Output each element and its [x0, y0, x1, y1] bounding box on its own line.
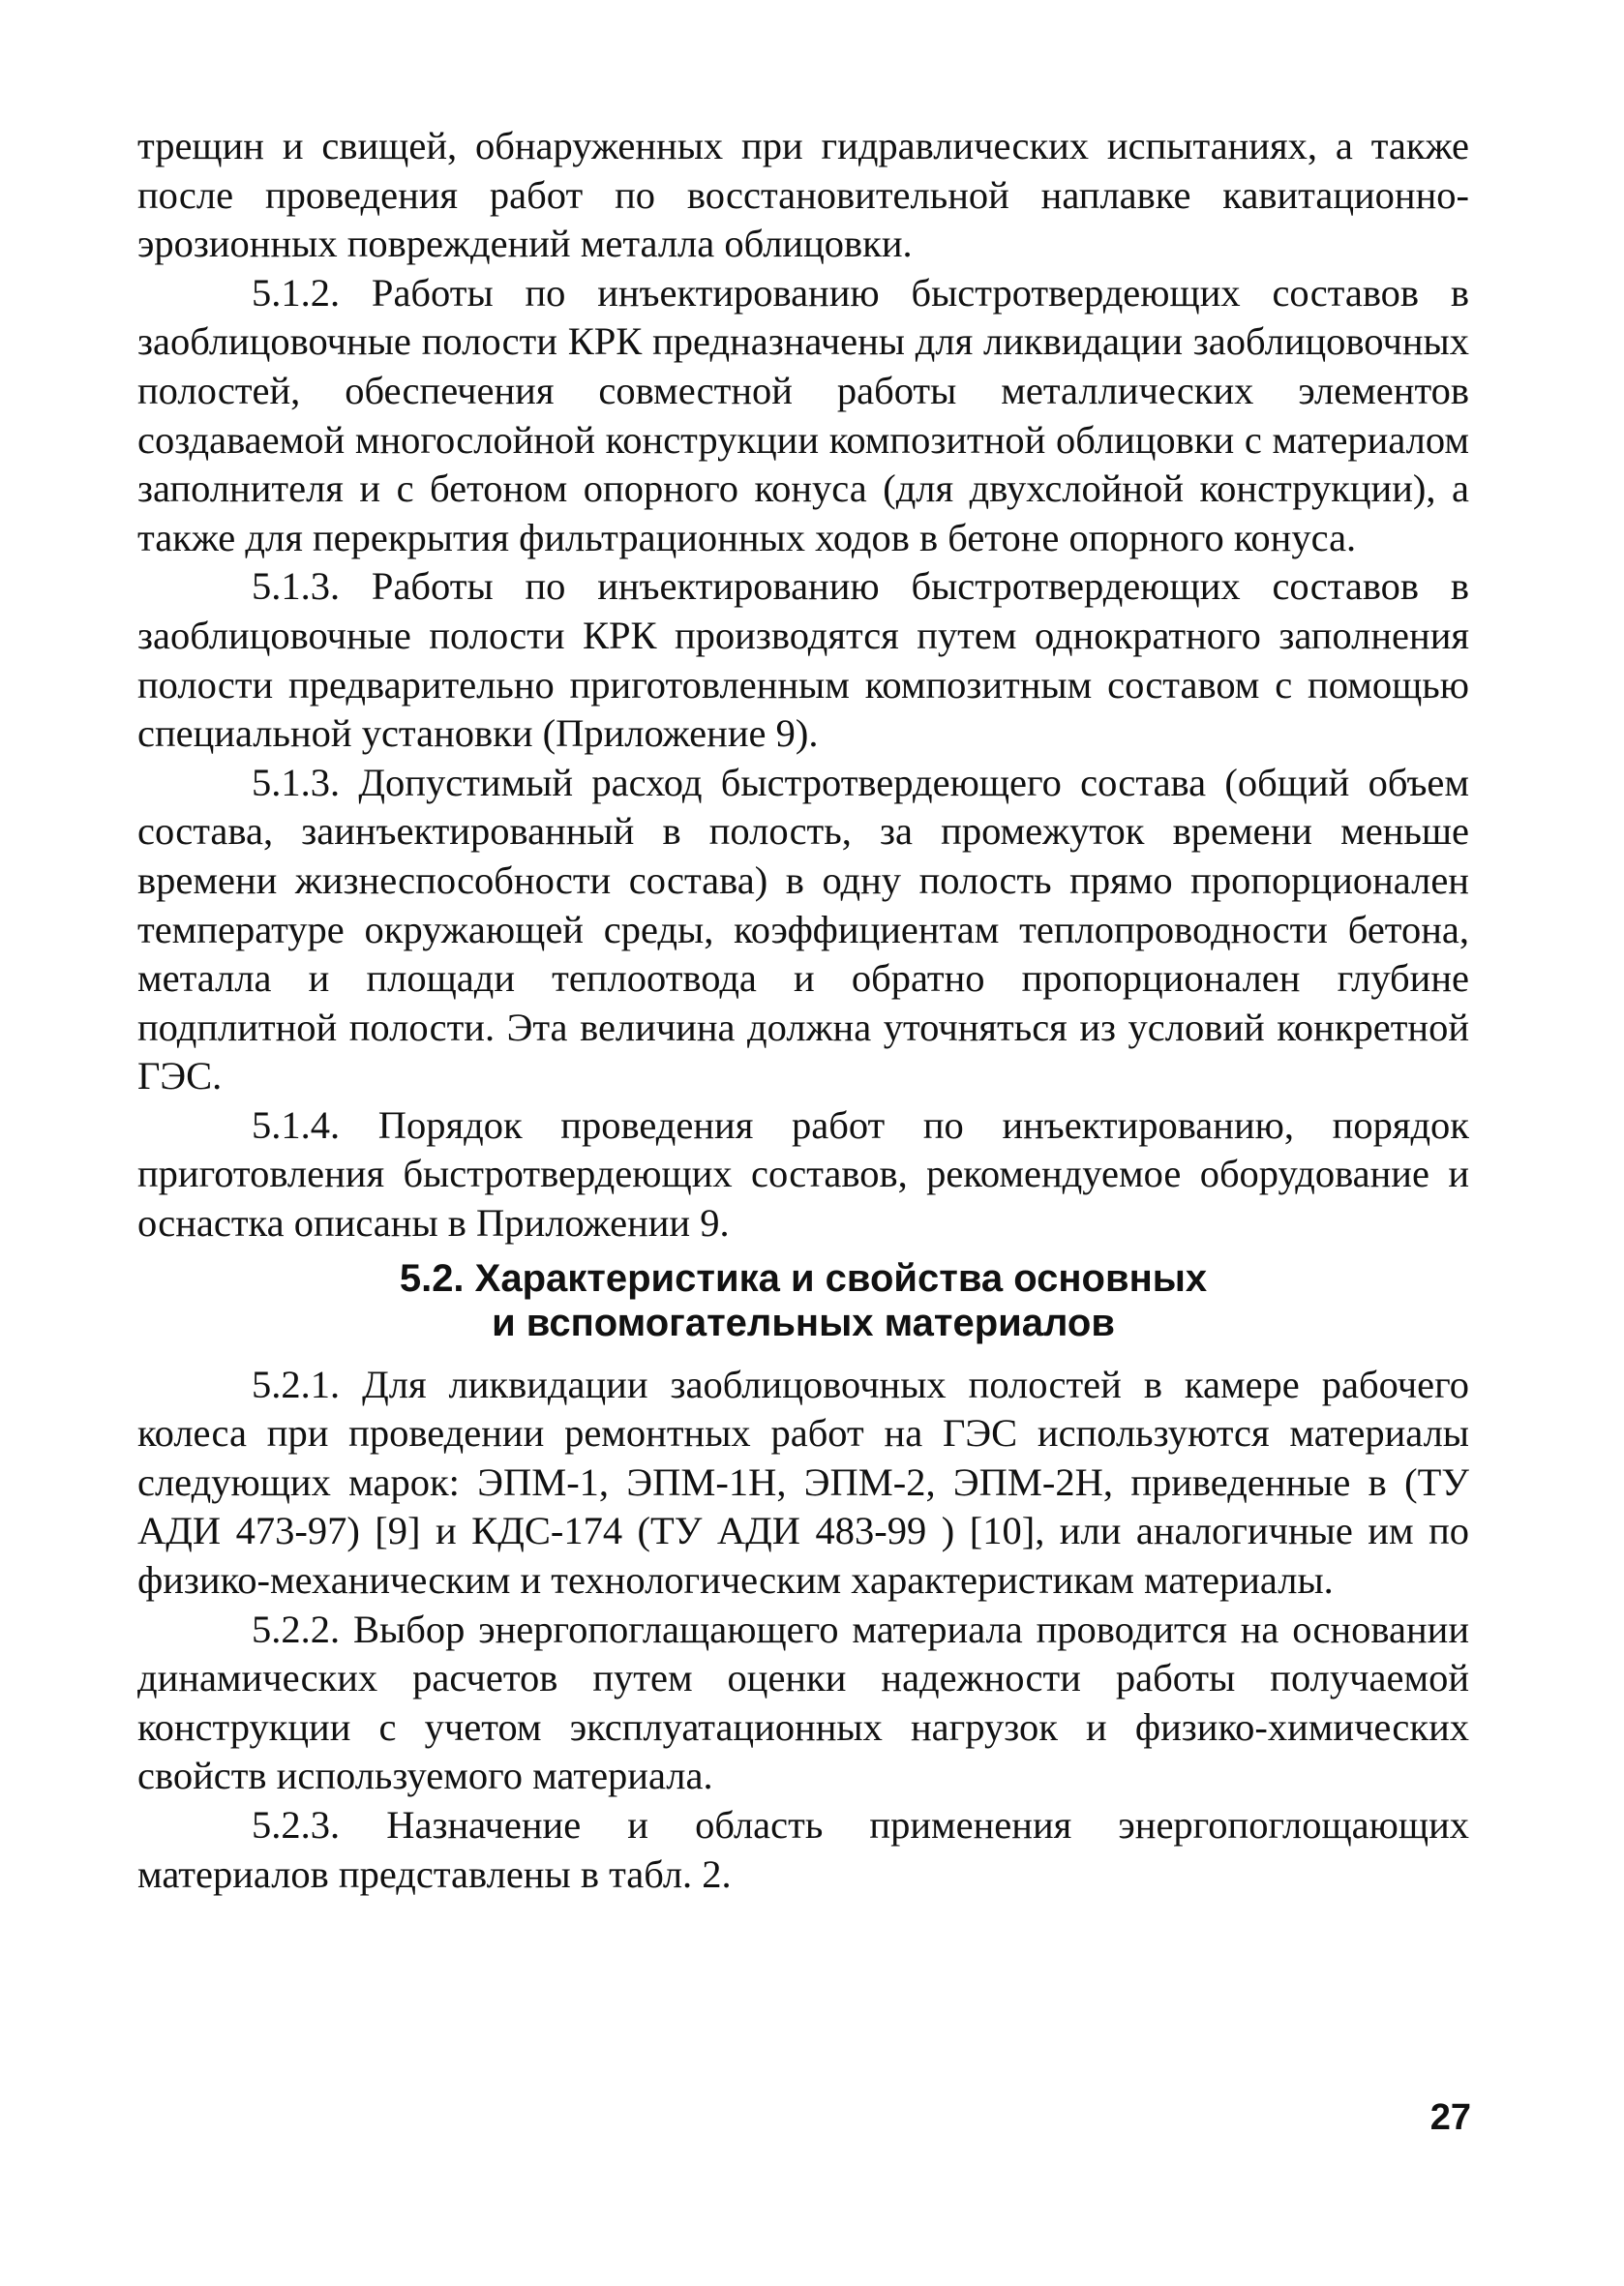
paragraph-5-2-3: 5.2.3. Назначение и область применения энергопоглощающих материалов представлены в табл. 2. [137, 1803, 1469, 1896]
paragraph-5-1-3-b: 5.1.3. Допустимый расход быстротвердеющего состава (общий объем состава, заинъектированный в полость, за промежуток времени меньше времени жизнеспособности состава) в одну полость прямо пропорционален температуре окружающей среды, коэффициентам теплопроводности бетона, металла и площади теплоотвода и обратно пропорционален глубине подплитной полости. Эта величина должна уточняться из условий конкретной ГЭС. [137, 760, 1469, 1098]
section-heading-line2: и вспомогательных материалов [492, 1301, 1115, 1344]
body-text [137, 122, 1469, 1899]
paragraph-5-1-3-a: 5.1.3. Работы по инъектированию быстротвердеющих составов в заоблицовочные полости КРК производятся путем однократного заполнения полости предварительно приготовленным композитным составом с помощью специальной установки (Приложение 9). [137, 564, 1469, 756]
section-heading-line1: 5.2. Характеристика и свойства основных [399, 1256, 1208, 1300]
paragraph-5-2-2: 5.2.2. Выбор энергопоглащающего материала проводится на основании динамических расчетов путем оценки надежности работы получаемой конструкции с учетом эксплуатационных нагрузок и физико-химических свойств используемого материала. [137, 1607, 1469, 1798]
paragraph-5-2-1: 5.2.1. Для ликвидации заоблицовочных полостей в камере рабочего колеса при проведении ремонтных работ на ГЭС используются материалы следующих марок: ЭПМ-1, ЭПМ-1Н, ЭПМ-2, ЭПМ-2Н, приведенные в (ТУ АДИ 473-97) [9] и КДС-174 (ТУ АДИ 483-99 ) [10], или аналогичные им по физико-механическим и технологическим характеристикам материалы. [137, 1362, 1469, 1603]
section-heading [137, 1256, 1469, 1345]
paragraph-5-1-4: 5.1.4. Порядок проведения работ по инъектированию, порядок приготовления быстротвердеющих составов, рекомендуемое оборудование и оснастка описаны в Приложении 9. [137, 1102, 1469, 1246]
page-number: 27 [1429, 2097, 1471, 2138]
paragraph-5-1-2: 5.1.2. Работы по инъектированию быстротвердеющих составов в заоблицовочные полости КРК предназначены для ликвидации заоблицовочных полостей, обеспечения совместной работы металлических элементов создаваемой многослойной конструкции композитной облицовки с материалом заполнителя и с бетоном опорного конуса (для двухслойной конструкции), а также для перекрытия фильтрационных ходов в бетоне опорного конуса. [137, 270, 1469, 559]
paragraph-continuation: трещин и свищей, обнаруженных при гидравлических испытаниях, а также после проведения работ по восстановительной наплавке кавитационно-эрозионных повреждений металла облицовки. [137, 124, 1469, 266]
